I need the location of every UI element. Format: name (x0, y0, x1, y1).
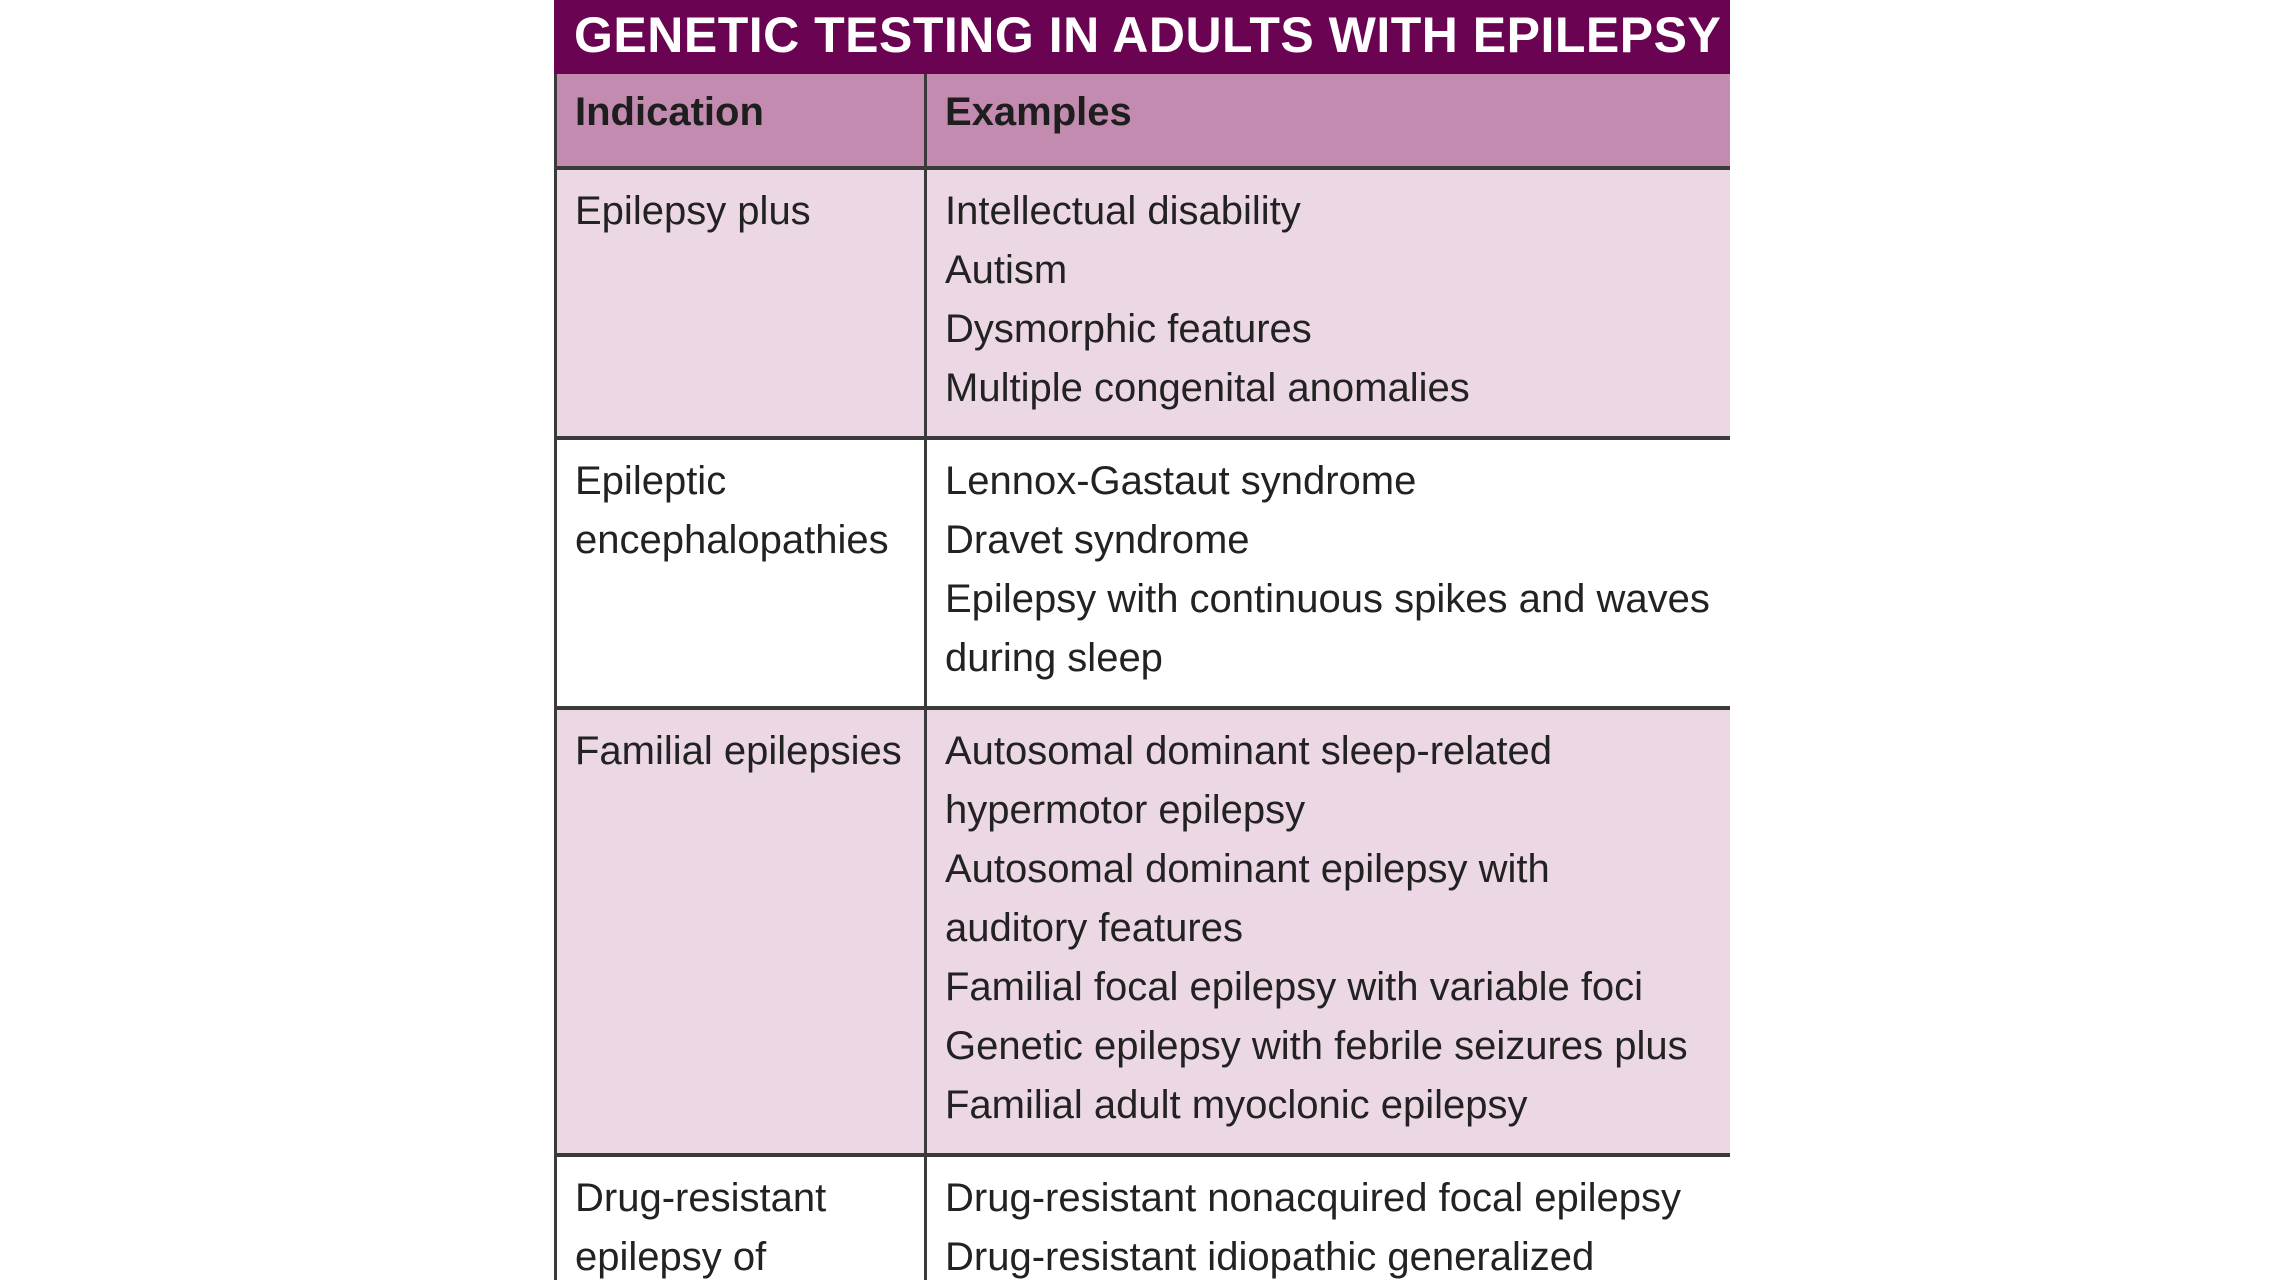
example-text: Autosomal dominant sleep-related (945, 729, 1553, 773)
indication-text: Drug-resistant (575, 1176, 827, 1220)
example-text: Dravet syndrome (945, 518, 1250, 562)
example-text: Multiple congenital anomalies (945, 366, 1470, 410)
indication-text: encephalopathies (575, 518, 889, 562)
example-text: Epilepsy with continuous spikes and waves (945, 577, 1710, 621)
example-text: Autism (945, 248, 1068, 292)
example-text: Familial adult myoclonic epilepsy (945, 1083, 1528, 1127)
header-examples: Examples (945, 90, 1132, 134)
table-row (554, 170, 1730, 440)
example-text: Lennox-Gastaut syndrome (945, 459, 1417, 503)
example-text: Intellectual disability (945, 189, 1301, 233)
examples-cell (927, 170, 1730, 436)
indication-cell (557, 440, 927, 706)
example-text: auditory features (945, 906, 1243, 950)
indication-text: Familial epilepsies (575, 729, 902, 773)
genetic-testing-table (554, 0, 1730, 1280)
indication-cell (557, 1157, 927, 1280)
table-row (554, 440, 1730, 710)
indication-text: Epileptic (575, 459, 727, 503)
table-row (554, 1157, 1730, 1280)
indication-cell (557, 170, 927, 436)
examples-cell (927, 1157, 1730, 1280)
example-text: Familial focal epilepsy with variable foci (945, 965, 1644, 1009)
indication-cell (557, 710, 927, 1153)
examples-cell (927, 440, 1730, 706)
example-text: Dysmorphic features (945, 307, 1312, 351)
example-text: hypermotor epilepsy (945, 788, 1306, 832)
table-title: GENETIC TESTING IN ADULTS WITH EPILEPSY (554, 0, 1730, 74)
example-text: Drug-resistant idiopathic generalized (945, 1235, 1595, 1279)
example-text: Drug-resistant nonacquired focal epilepsy (945, 1176, 1681, 1220)
examples-cell (927, 710, 1730, 1153)
table-header-row (554, 74, 1730, 170)
indication-text: Epilepsy plus (575, 189, 811, 233)
example-text: Autosomal dominant epilepsy with (945, 847, 1550, 891)
header-indication: Indication (557, 74, 927, 166)
example-text: during sleep (945, 636, 1163, 680)
example-text: Genetic epilepsy with febrile seizures plus (945, 1024, 1688, 1068)
indication-text: epilepsy of (575, 1235, 767, 1279)
table-row (554, 710, 1730, 1157)
